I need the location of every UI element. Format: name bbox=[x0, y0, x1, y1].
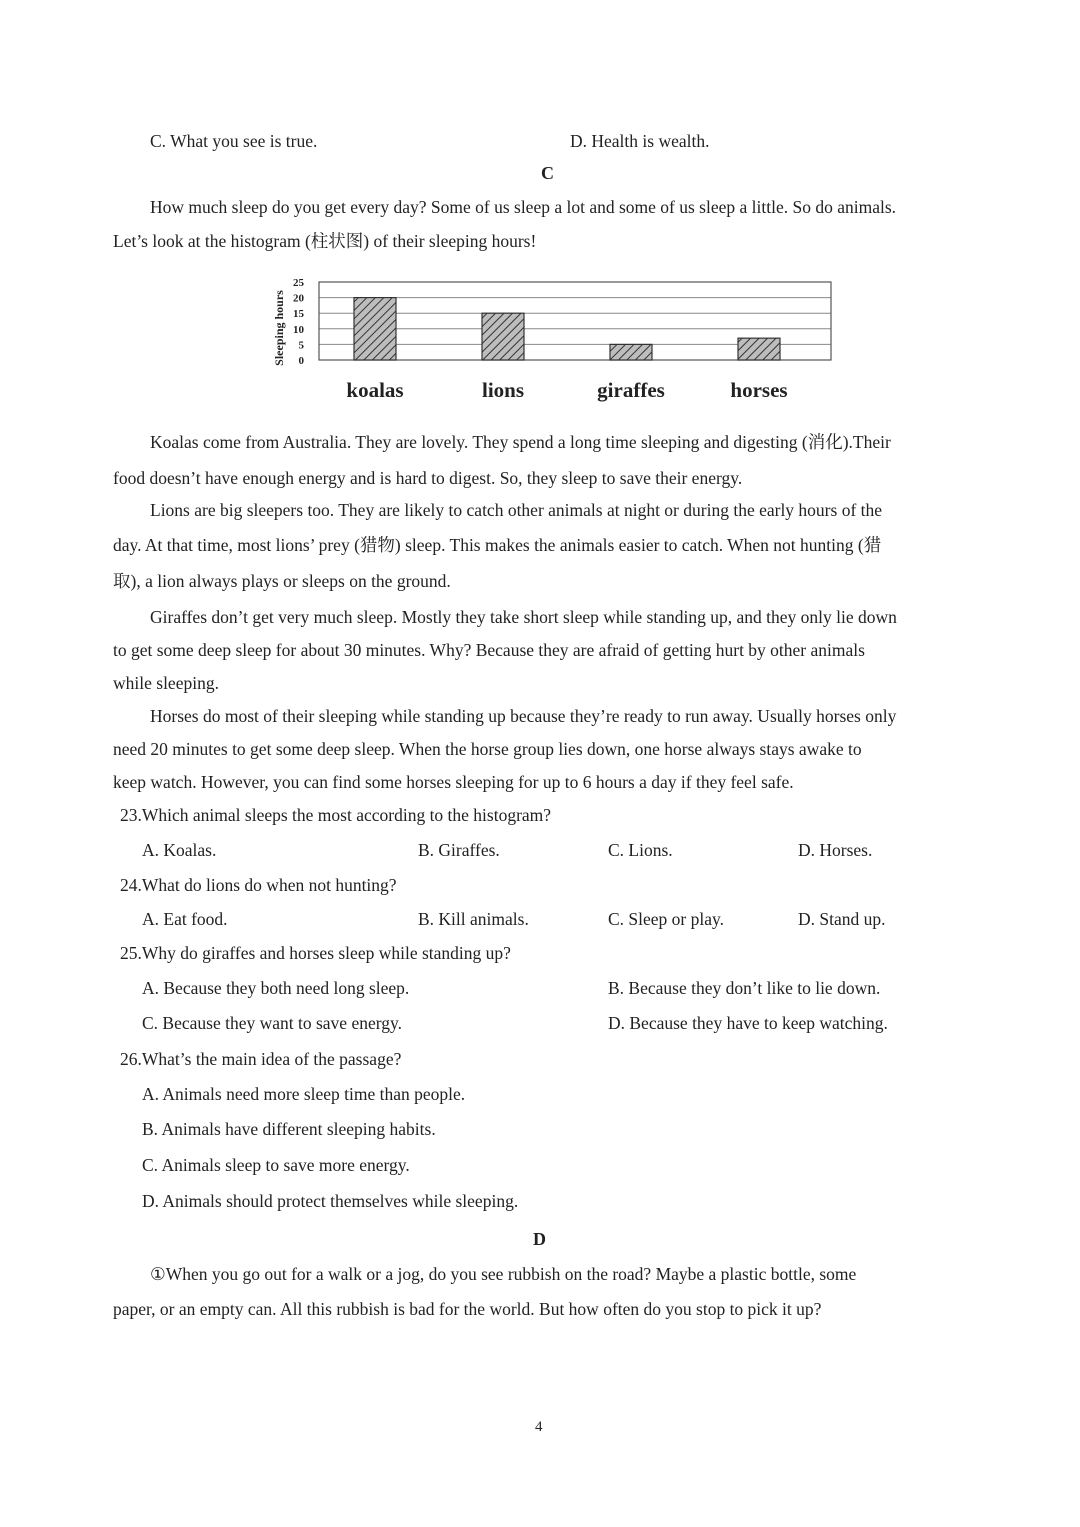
question-23-stem: 23.Which animal sleeps the most according to the histogram? bbox=[120, 805, 552, 825]
paragraph-lions-line-1: Lions are big sleepers too. They are likely to catch other animals at night or during the early hours of the bbox=[150, 500, 883, 520]
y-tick-label: 0 bbox=[298, 355, 304, 367]
q23-option-b: B. Giraffes. bbox=[418, 840, 500, 860]
question-24-stem: 24.What do lions do when not hunting? bbox=[120, 875, 397, 895]
option-c: C. What you see is true. bbox=[150, 131, 318, 151]
y-tick-label: 10 bbox=[293, 323, 304, 336]
q24-option-d: D. Stand up. bbox=[798, 909, 886, 929]
paragraph-horses-line-3: keep watch. However, you can find some horses sleeping for up to 6 hours a day if they feel safe. bbox=[113, 772, 794, 792]
q24-option-c: C. Sleep or play. bbox=[608, 909, 724, 929]
q23-option-d: D. Horses. bbox=[798, 840, 873, 860]
paragraph-giraffes-line-2: to get some deep sleep for about 30 minutes. Why? Because they are afraid of getting hurt by other animals bbox=[113, 640, 865, 660]
x-label-giraffes: giraffes bbox=[597, 378, 665, 402]
q26-option-d: D. Animals should protect themselves while sleeping. bbox=[142, 1191, 519, 1211]
question-25-stem: 25.Why do giraffes and horses sleep while standing up? bbox=[120, 943, 511, 963]
section-d-line-2: paper, or an empty can. All this rubbish is bad for the world. But how often do you stop to pick it up? bbox=[113, 1299, 822, 1319]
paragraph-lions-line-3: 取), a lion always plays or sleeps on the ground. bbox=[113, 571, 451, 591]
paragraph-horses-line-1: Horses do most of their sleeping while standing up because they’re ready to run away. Usually horses only bbox=[150, 706, 897, 726]
q25-option-c: C. Because they want to save energy. bbox=[142, 1013, 402, 1033]
q24-option-a: A. Eat food. bbox=[142, 909, 228, 929]
paragraph-koalas-line-2: food doesn’t have enough energy and is hard to digest. So, they sleep to save their energy. bbox=[113, 468, 743, 488]
q25-option-d: D. Because they have to keep watching. bbox=[608, 1013, 888, 1033]
q25-option-b: B. Because they don’t like to lie down. bbox=[608, 978, 881, 998]
y-tick-label: 25 bbox=[293, 277, 304, 289]
section-d-line-1: ①When you go out for a walk or a jog, do you see rubbish on the road? Maybe a plastic bottle, some bbox=[150, 1264, 857, 1284]
q26-option-a: A. Animals need more sleep time than people. bbox=[142, 1084, 466, 1104]
x-label-lions: lions bbox=[481, 378, 525, 402]
q26-option-c: C. Animals sleep to save more energy. bbox=[142, 1155, 410, 1175]
paragraph-horses-line-2: need 20 minutes to get some deep sleep. When the horse group lies down, one horse always stays awake to bbox=[113, 739, 862, 759]
paragraph-giraffes-line-1: Giraffes don’t get very much sleep. Mostly they take short sleep while standing up, and they only lie down bbox=[150, 607, 897, 627]
intro-line-2: Let’s look at the histogram (柱状图) of their sleeping hours! bbox=[113, 231, 537, 251]
y-tick-label: 20 bbox=[293, 292, 304, 305]
x-label-koalas: koalas bbox=[346, 378, 404, 402]
y-tick-label: 5 bbox=[298, 339, 304, 352]
q25-option-a: A. Because they both need long sleep. bbox=[142, 978, 410, 998]
intro-line-1: How much sleep do you get every day? Some of us sleep a lot and some of us sleep a little. So do animals. bbox=[150, 197, 897, 217]
q23-option-a: A. Koalas. bbox=[142, 840, 217, 860]
question-26-stem: 26.What’s the main idea of the passage? bbox=[120, 1049, 402, 1069]
q24-option-b: B. Kill animals. bbox=[418, 909, 529, 929]
bar-giraffes bbox=[610, 344, 652, 360]
sleep-histogram bbox=[262, 266, 842, 411]
paragraph-koalas-line-1: Koalas come from Australia. They are lovely. They spend a long time sleeping and digesting (消化).Their bbox=[150, 432, 891, 452]
paragraph-lions-line-2: day. At that time, most lions’ prey (猎物) sleep. This makes the animals easier to catch. When not hunting (猎 bbox=[113, 535, 882, 555]
q26-option-b: B. Animals have different sleeping habits. bbox=[142, 1119, 436, 1139]
bar-koalas bbox=[354, 298, 396, 360]
section-heading-c: C bbox=[541, 163, 554, 183]
option-d: D. Health is wealth. bbox=[570, 131, 710, 151]
q23-option-c: C. Lions. bbox=[608, 840, 673, 860]
x-label-horses: horses bbox=[730, 378, 788, 402]
y-tick-label: 15 bbox=[293, 308, 304, 321]
bar-lions bbox=[482, 313, 524, 360]
page-number: 4 bbox=[535, 1419, 543, 1435]
paragraph-giraffes-line-3: while sleeping. bbox=[113, 673, 219, 693]
y-axis-label: Sleeping hours bbox=[272, 290, 286, 366]
section-heading-d: D bbox=[533, 1229, 546, 1249]
bar-horses bbox=[738, 338, 780, 360]
